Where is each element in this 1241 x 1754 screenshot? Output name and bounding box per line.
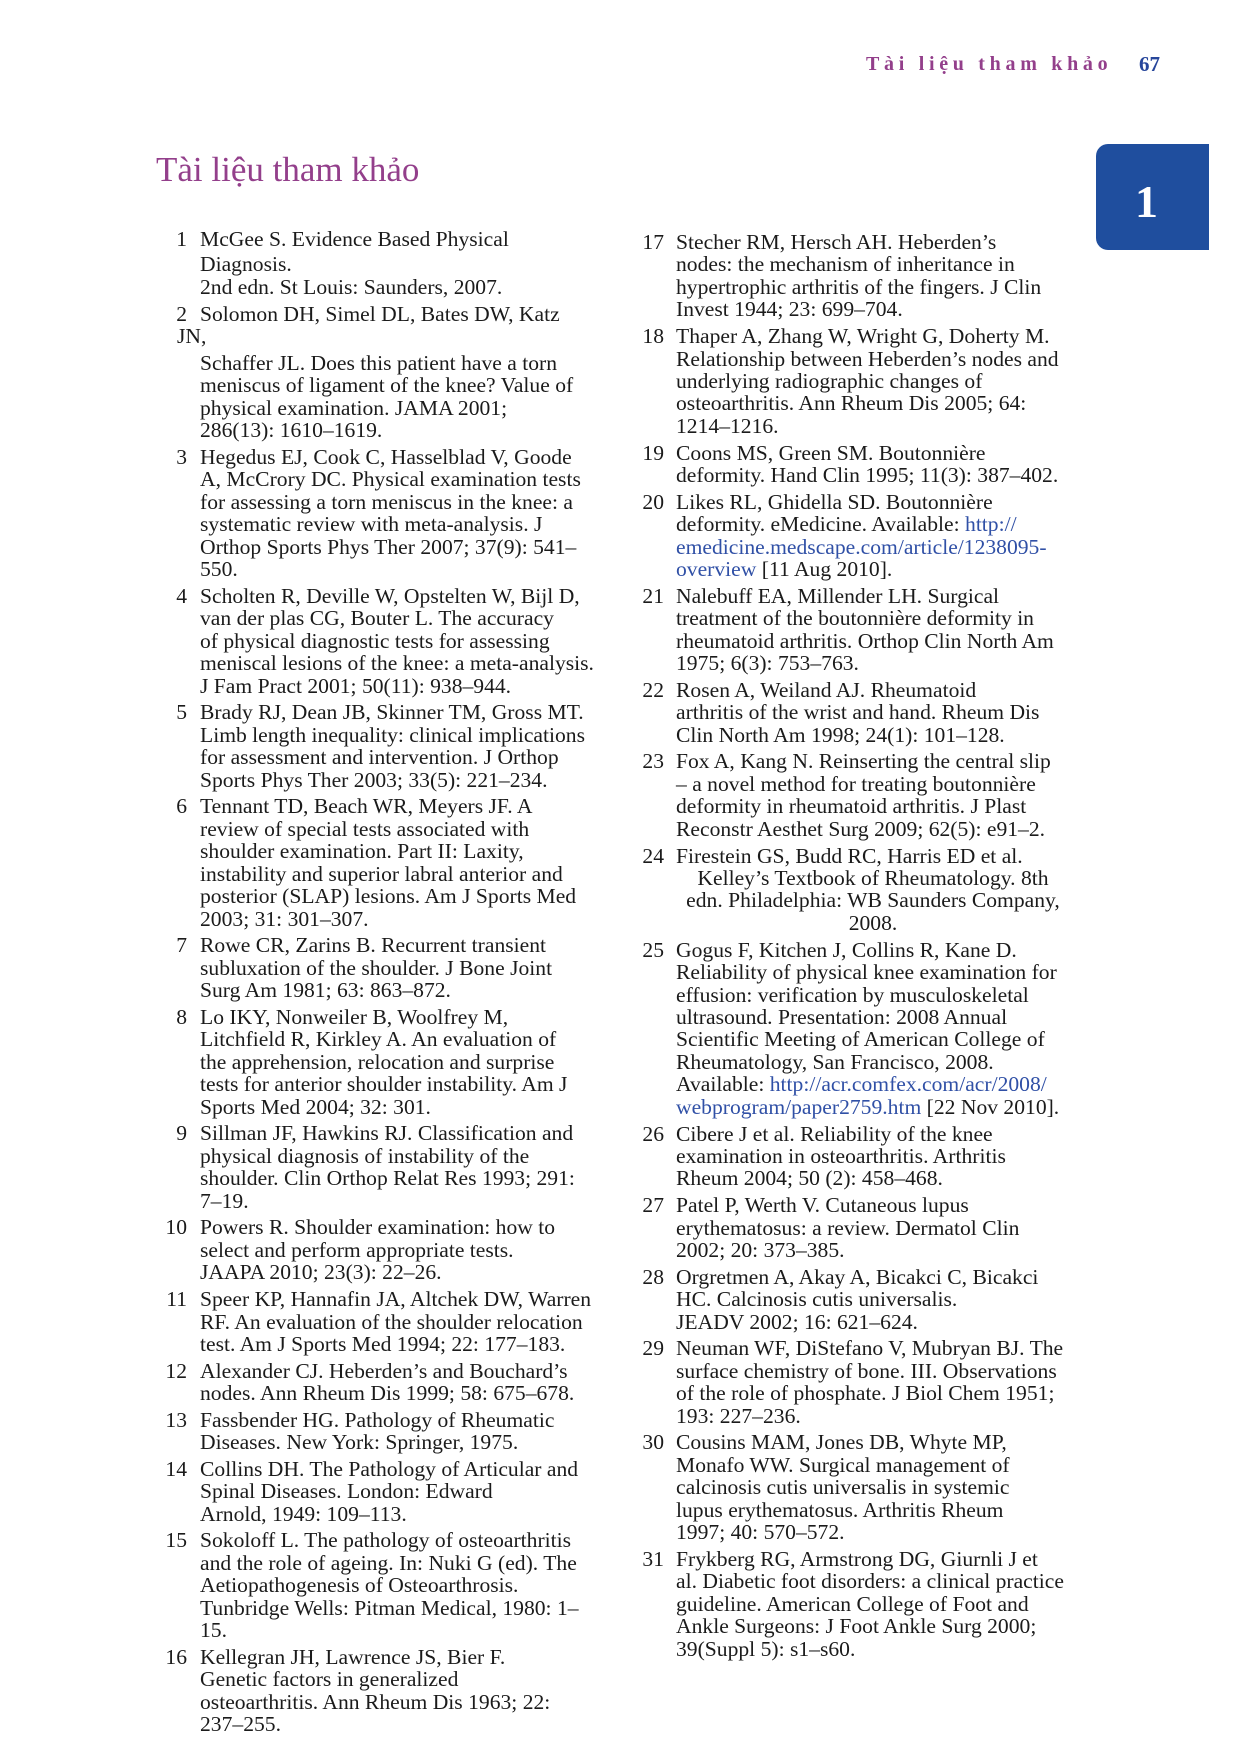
reference-item: [150, 1409, 620, 1454]
reference-item: [620, 442, 1090, 487]
reference-line: [676, 558, 1070, 580]
reference-line: JN,: [177, 324, 207, 349]
reference-line: calcinosis cutis universalis in systemic: [676, 1475, 1010, 1500]
reference-item: [620, 939, 1090, 1119]
reference-text: [200, 1360, 603, 1405]
reference-item: [620, 845, 1090, 935]
reference-item: [150, 1529, 620, 1641]
reference-line: A, McCrory DC. Physical examination tests: [200, 467, 581, 492]
reference-item: [620, 1123, 1090, 1190]
reference-item: [620, 325, 1090, 437]
reference-item: [150, 1216, 620, 1283]
reference-number: 10: [165, 1215, 187, 1240]
reference-line: Limb length inequality: clinical implications: [200, 722, 586, 747]
reference-line: Gogus F, Kitchen J, Collins R, Kane D.: [676, 937, 1017, 962]
reference-text: [676, 1337, 1070, 1427]
reference-item: [150, 1360, 620, 1405]
reference-item: [620, 679, 1090, 746]
reference-line: Genetic factors in generalized: [200, 1667, 459, 1692]
reference-line: Fox A, Kang N. Reinserting the central slip: [676, 749, 1051, 774]
reference-line: Fassbender HG. Pathology of Rheumatic: [200, 1407, 555, 1432]
reference-number: 24: [642, 843, 664, 868]
reference-item: [620, 491, 1090, 581]
reference-number: 13: [165, 1407, 187, 1432]
reference-line: 550.: [200, 557, 238, 582]
reference-line: systematic review with meta-analysis. J: [200, 512, 543, 537]
reference-text: [676, 939, 1070, 1119]
reference-line: JAAPA 2010; 23(3): 22–26.: [200, 1260, 442, 1285]
reference-item: [150, 1458, 620, 1525]
section-heading: Tài liệu tham khảo: [156, 150, 420, 189]
reference-line: Powers R. Shoulder examination: how to: [200, 1215, 556, 1240]
reference-number: 23: [642, 749, 664, 774]
reference-item: [620, 750, 1090, 840]
reference-line: effusion: verification by musculoskeletal: [676, 982, 1029, 1007]
reference-text: [200, 1646, 603, 1736]
reference-line: [676, 536, 1070, 558]
reference-line: of physical diagnostic tests for assessing: [200, 628, 550, 653]
reference-line: of the role of phosphate. J Biol Chem 1951;: [676, 1381, 1055, 1406]
reference-number: 6: [176, 794, 187, 819]
reference-line: Hegedus EJ, Cook C, Hasselblad V, Goode: [200, 444, 572, 469]
reference-item: [620, 1266, 1090, 1333]
reference-link[interactable]: http://: [965, 512, 1017, 537]
reference-line: JEADV 2002; 16: 621–624.: [676, 1309, 918, 1334]
reference-line: instability and superior labral anterior and: [200, 861, 563, 886]
reference-line: Sokoloff L. The pathology of osteoarthritis: [200, 1528, 572, 1553]
reference-number: 18: [642, 324, 664, 349]
reference-text: [200, 1409, 603, 1454]
reference-line: physical examination. JAMA 2001;: [200, 395, 508, 420]
reference-line: osteoarthritis. Ann Rheum Dis 2005; 64:: [676, 391, 1027, 416]
reference-line: Relationship between Heberden’s nodes and: [676, 346, 1059, 371]
reference-line: 237–255.: [200, 1712, 281, 1737]
reference-text: [676, 491, 1070, 581]
chapter-tab: [1096, 144, 1209, 250]
reference-line: Rheum 2004; 50 (2): 458–468.: [676, 1166, 943, 1191]
reference-line: deformity in rheumatoid arthritis. J Plast: [676, 794, 1027, 819]
reference-text: [200, 701, 603, 791]
reference-line: al. Diabetic foot disorders: a clinical practice: [676, 1569, 1064, 1594]
reference-line: Rheumatology, San Francisco, 2008.: [676, 1049, 994, 1074]
reference-line: tests for anterior shoulder instability. Am J: [200, 1072, 568, 1097]
reference-line: meniscus of ligament of the knee? Value of: [200, 373, 574, 398]
reference-line: [676, 513, 1070, 535]
reference-item: [620, 231, 1090, 321]
reference-line: Speer KP, Hannafin JA, Altchek DW, Warren: [200, 1287, 592, 1312]
reference-line: test. Am J Sports Med 1994; 22: 177–183.: [200, 1331, 566, 1356]
reference-line: nodes. Ann Rheum Dis 1999; 58: 675–678.: [200, 1381, 575, 1406]
reference-line: Tunbridge Wells: Pitman Medical, 1980: 1–: [200, 1595, 579, 1620]
reference-line: Brady RJ, Dean JB, Skinner TM, Gross MT.: [200, 700, 584, 725]
reference-item: [150, 303, 620, 442]
reference-line: Clin North Am 1998; 24(1): 101–128.: [676, 722, 1005, 747]
reference-number: 9: [176, 1121, 187, 1146]
reference-number: 15: [165, 1528, 187, 1553]
reference-line: meniscal lesions of the knee: a meta-analysis.: [200, 651, 594, 676]
reference-line: Kellegran JH, Lawrence JS, Bier F.: [200, 1645, 506, 1670]
reference-line: 2008.: [848, 910, 898, 935]
reference-line: Diagnosis.: [200, 251, 292, 276]
reference-line: rheumatoid arthritis. Orthop Clin North Am: [676, 628, 1054, 653]
reference-line: Rowe CR, Zarins B. Recurrent transient: [200, 933, 547, 958]
reference-item: [150, 701, 620, 791]
reference-item: [620, 1337, 1090, 1427]
reference-text-segment: Available:: [676, 1072, 770, 1097]
reference-line: posterior (SLAP) lesions. Am J Sports Med: [200, 884, 577, 909]
reference-line: Sports Med 2004; 32: 301.: [200, 1094, 431, 1119]
reference-line: [676, 1073, 1070, 1095]
reference-line: 15.: [200, 1618, 227, 1643]
reference-number: 21: [642, 583, 664, 608]
reference-number: 26: [642, 1121, 664, 1146]
reference-line: J Fam Pract 2001; 50(11): 938–944.: [200, 673, 512, 698]
reference-line: Rosen A, Weiland AJ. Rheumatoid: [676, 677, 977, 702]
reference-text: [200, 1122, 603, 1212]
reference-number: 17: [642, 230, 664, 254]
reference-text: [200, 228, 603, 299]
reference-line: shoulder examination. Part II: Laxity,: [200, 839, 524, 864]
reference-line: Neuman WF, DiStefano V, Mubryan BJ. The: [676, 1336, 1064, 1361]
reference-item: [150, 1122, 620, 1212]
reference-line: examination in osteoarthritis. Arthritis: [676, 1143, 1006, 1168]
reference-number: 31: [642, 1546, 664, 1571]
reference-line: 2002; 20: 373–385.: [676, 1238, 845, 1263]
reference-line: osteoarthritis. Ann Rheum Dis 1963; 22:: [200, 1689, 551, 1714]
reference-text: [676, 1266, 1070, 1333]
reference-line: Firestein GS, Budd RC, Harris ED et al.: [676, 843, 1023, 868]
reference-item: [620, 1194, 1090, 1261]
reference-text-segment: [22 Nov 2010].: [921, 1094, 1060, 1119]
reference-text: [200, 585, 603, 697]
reference-number: 1: [176, 227, 187, 251]
reference-item: [620, 1431, 1090, 1543]
reference-line: surface chemistry of bone. III. Observations: [676, 1358, 1057, 1383]
reference-item: [150, 228, 620, 299]
reference-number: 16: [165, 1645, 187, 1670]
reference-line: Reconstr Aesthet Surg 2009; 62(5): e91–2.: [676, 816, 1046, 841]
reference-line: [676, 1096, 1070, 1118]
reference-line: deformity. Hand Clin 1995; 11(3): 387–402.: [676, 463, 1059, 488]
reference-line: guideline. American College of Foot and: [676, 1591, 1029, 1616]
reference-item: [150, 934, 620, 1001]
reference-line: 286(13): 1610–1619.: [200, 418, 383, 443]
reference-line: Scholten R, Deville W, Opstelten W, Bijl D,: [200, 583, 580, 608]
reference-line: Aetiopathogenesis of Osteoarthrosis.: [200, 1573, 519, 1598]
reference-line: Cibere J et al. Reliability of the knee: [676, 1121, 993, 1146]
reference-line: Kelley’s Textbook of Rheumatology. 8th: [697, 865, 1049, 890]
reference-line: edn. Philadelphia: WB Saunders Company,: [686, 888, 1060, 913]
reference-line: Sillman JF, Hawkins RJ. Classification and: [200, 1121, 574, 1146]
reference-line: Alexander CJ. Heberden’s and Bouchard’s: [200, 1358, 568, 1383]
reference-item: [150, 1646, 620, 1736]
reference-line: Sports Phys Ther 2003; 33(5): 221–234.: [200, 767, 548, 792]
reference-line: Orgretmen A, Akay A, Bicakci C, Bicakci: [676, 1264, 1039, 1289]
reference-number: 20: [642, 489, 664, 514]
reference-line: Tennant TD, Beach WR, Meyers JF. A: [200, 794, 533, 819]
reference-number: 8: [176, 1004, 187, 1029]
reference-item: [150, 585, 620, 697]
reference-link[interactable]: overview: [676, 557, 757, 582]
reference-number: 14: [165, 1456, 187, 1481]
reference-line: 1997; 40: 570–572.: [676, 1520, 845, 1545]
reference-line: Scientific Meeting of American College of: [676, 1027, 1045, 1052]
reference-line: treatment of the boutonnière deformity in: [676, 606, 1034, 631]
reference-line: arthritis of the wrist and hand. Rheum Dis: [676, 700, 1040, 725]
reference-line: Lo IKY, Nonweiler B, Woolfrey M,: [200, 1004, 509, 1029]
reference-text: [200, 1458, 603, 1525]
reference-line: for assessing a torn meniscus in the knee: a: [200, 489, 573, 514]
reference-link[interactable]: emedicine.medscape.com/article/1238095-: [676, 534, 1047, 559]
reference-text: [676, 1194, 1070, 1261]
reference-line: Invest 1944; 23: 699–704.: [676, 297, 903, 322]
reference-number: 2: [176, 301, 187, 326]
reference-item: [150, 1006, 620, 1118]
reference-line: Schaffer JL. Does this patient have a torn: [200, 350, 557, 375]
reference-line: hypertrophic arthritis of the fingers. J Clin: [676, 274, 1042, 299]
reference-item: [150, 446, 620, 581]
page-number: 67: [1139, 52, 1160, 76]
reference-text: [676, 231, 1070, 321]
reference-item: [150, 1288, 620, 1355]
reference-link[interactable]: http://acr.comfex.com/acr/2008/: [769, 1072, 1047, 1097]
reference-line: underlying radiographic changes of: [676, 369, 983, 393]
reference-number: 28: [642, 1264, 664, 1289]
reference-line: Orthop Sports Phys Ther 2007; 37(9): 541–: [200, 534, 577, 559]
reference-line: van der plas CG, Bouter L. The accuracy: [200, 606, 554, 631]
reference-text: [200, 1288, 603, 1355]
reference-line: 1975; 6(3): 753–763.: [676, 651, 859, 676]
reference-text: [676, 845, 1070, 935]
reference-text: [200, 446, 603, 581]
reference-line: Patel P, Werth V. Cutaneous lupus: [676, 1193, 969, 1218]
reference-line: 7–19.: [200, 1188, 249, 1213]
reference-item: [620, 585, 1090, 675]
reference-text: [676, 325, 1070, 437]
reference-text: [200, 934, 603, 1001]
reference-line: Likes RL, Ghidella SD. Boutonnière: [676, 489, 993, 514]
reference-line: Spinal Diseases. London: Edward: [200, 1479, 493, 1504]
reference-column-right: [620, 231, 1090, 1664]
reference-line: the apprehension, relocation and surprise: [200, 1049, 555, 1074]
reference-line: 2003; 31: 301–307.: [200, 906, 369, 931]
reference-number: 11: [166, 1287, 187, 1312]
reference-text: [200, 1216, 603, 1283]
reference-text: [676, 1548, 1070, 1660]
reference-line: Litchfield R, Kirkley A. An evaluation of: [200, 1027, 557, 1052]
reference-line: Cousins MAM, Jones DB, Whyte MP,: [676, 1430, 1007, 1455]
reference-line: physical diagnosis of instability of the: [200, 1143, 530, 1168]
reference-line: review of special tests associated with: [200, 816, 530, 841]
reference-text: [676, 1431, 1070, 1543]
reference-line: Reliability of physical knee examination for: [676, 960, 1057, 985]
reference-number: 12: [165, 1358, 187, 1383]
reference-line: nodes: the mechanism of inheritance in: [676, 252, 1015, 277]
reference-line: shoulder. Clin Orthop Relat Res 1993; 291:: [200, 1166, 575, 1191]
reference-line: and the role of ageing. In: Nuki G (ed). The: [200, 1550, 577, 1575]
reference-number: 29: [642, 1336, 664, 1361]
reference-text: [676, 585, 1070, 675]
reference-line: Surg Am 1981; 63: 863–872.: [200, 978, 451, 1003]
reference-line: Thaper A, Zhang W, Wright G, Doherty M.: [676, 324, 1050, 349]
reference-link[interactable]: webprogram/paper2759.htm: [676, 1094, 922, 1119]
reference-line: Coons MS, Green SM. Boutonnière: [676, 440, 986, 465]
reference-line: – a novel method for treating boutonnière: [676, 771, 1036, 796]
reference-text: [676, 442, 1070, 487]
reference-line: Stecher RM, Hersch AH. Heberden’s: [676, 230, 997, 254]
reference-line: lupus erythematosus. Arthritis Rheum: [676, 1497, 1004, 1522]
reference-line: McGee S. Evidence Based Physical: [200, 227, 509, 251]
reference-text: [200, 1006, 603, 1118]
reference-column-left: [150, 228, 620, 1740]
reference-line: subluxation of the shoulder. J Bone Joint: [200, 955, 553, 980]
reference-line: Collins DH. The Pathology of Articular and: [200, 1456, 579, 1481]
reference-line: 39(Suppl 5): s1–s60.: [676, 1636, 856, 1661]
reference-line: Arnold, 1949: 109–113.: [200, 1501, 407, 1526]
reference-line: Solomon DH, Simel DL, Bates DW, Katz: [200, 301, 560, 326]
reference-number: 22: [642, 677, 664, 702]
reference-number: 5: [176, 700, 187, 725]
reference-line: 1214–1216.: [676, 413, 779, 438]
reference-text-segment: deformity. eMedicine. Available:: [676, 512, 966, 537]
reference-line: HC. Calcinosis cutis universalis.: [676, 1287, 958, 1312]
reference-number: 7: [176, 933, 187, 958]
reference-item: [150, 795, 620, 930]
reference-line: Monafo WW. Surgical management of: [676, 1452, 1010, 1477]
reference-line: erythematosus: a review. Dermatol Clin: [676, 1215, 1020, 1240]
chapter-number: 1: [1135, 176, 1158, 227]
reference-number: 30: [642, 1430, 664, 1455]
reference-number: 4: [176, 583, 187, 608]
reference-line: Diseases. New York: Springer, 1975.: [200, 1430, 519, 1455]
reference-text-segment: [11 Aug 2010].: [756, 557, 893, 582]
reference-number: 27: [642, 1193, 664, 1218]
reference-line: select and perform appropriate tests.: [200, 1237, 514, 1262]
reference-text: [676, 1123, 1070, 1190]
reference-number: 25: [642, 937, 664, 962]
reference-line: 2nd edn. St Louis: Saunders, 2007.: [200, 275, 503, 300]
reference-item: [620, 1548, 1090, 1660]
reference-text: [200, 1529, 603, 1641]
reference-line: ultrasound. Presentation: 2008 Annual: [676, 1004, 1008, 1029]
reference-number: 3: [176, 444, 187, 469]
reference-line: for assessment and intervention. J Orthop: [200, 745, 559, 770]
reference-text: [676, 750, 1070, 840]
reference-number: 19: [642, 440, 664, 465]
reference-line: Frykberg RG, Armstrong DG, Giurnli J et: [676, 1546, 1038, 1571]
reference-line: RF. An evaluation of the shoulder relocation: [200, 1309, 583, 1334]
reference-line: Ankle Surgeons: J Foot Ankle Surg 2000;: [676, 1614, 1037, 1639]
reference-text: [676, 679, 1070, 746]
running-header-title: Tài liệu tham khảo: [866, 53, 1113, 75]
reference-text: [200, 795, 603, 930]
reference-line: Nalebuff EA, Millender LH. Surgical: [676, 583, 1000, 608]
reference-text: [177, 301, 603, 443]
reference-line: 193: 227–236.: [676, 1403, 801, 1428]
